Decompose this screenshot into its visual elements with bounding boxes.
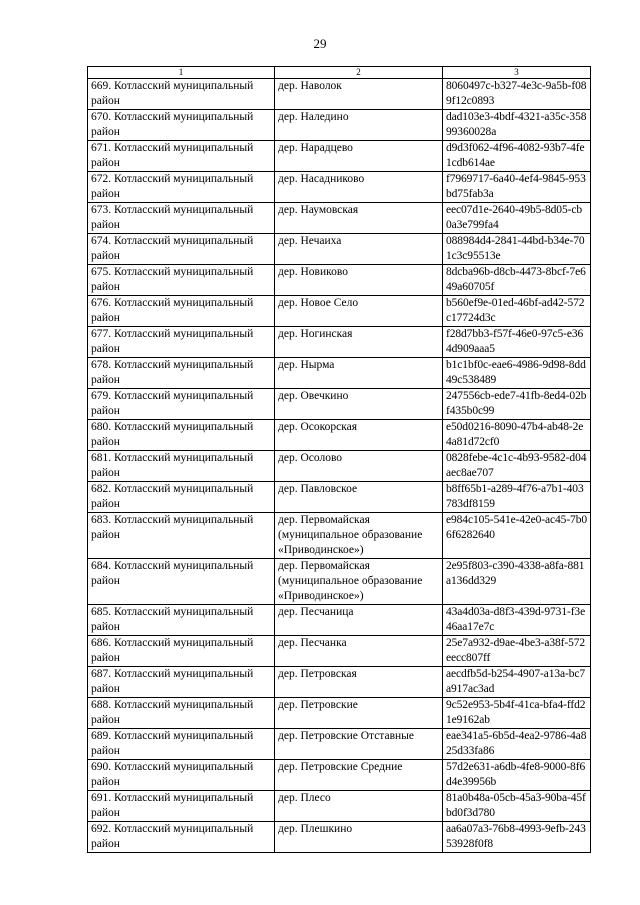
table-row — [88, 296, 591, 327]
table-row — [88, 760, 591, 791]
code-cell: d9d3f062-4f96-4082-93b7-4fe1cdb614ae — [443, 141, 591, 172]
code-cell: eec07d1e-2640-49b5-8d05-cb0a3e799fa4 — [443, 203, 591, 234]
settlement-cell: дер. Песчаница — [275, 605, 443, 636]
settlement-cell: дер. Нарадцево — [275, 141, 443, 172]
column-header-2: 2 — [275, 67, 443, 79]
settlement-cell: дер. Плесо — [275, 791, 443, 822]
settlement-cell: дер. Осолово — [275, 451, 443, 482]
settlement-cell: дер. Павловское — [275, 482, 443, 513]
code-cell: 81a0b48a-05cb-45a3-90ba-45fbd0f3d780 — [443, 791, 591, 822]
table-row — [88, 358, 591, 389]
code-cell: aecdfb5d-b254-4907-a13a-bc7a917ac3ad — [443, 667, 591, 698]
settlement-cell: дер. Новое Село — [275, 296, 443, 327]
district-cell: 684. Котласский муниципальный район — [88, 559, 275, 605]
table-row — [88, 141, 591, 172]
district-cell: 675. Котласский муниципальный район — [88, 265, 275, 296]
district-cell: 686. Котласский муниципальный район — [88, 636, 275, 667]
table-row — [88, 110, 591, 141]
table-row — [88, 79, 591, 110]
district-cell: 672. Котласский муниципальный район — [88, 172, 275, 203]
settlement-cell: дер. Овечкино — [275, 389, 443, 420]
table-row — [88, 729, 591, 760]
settlement-cell: дер. Петровская — [275, 667, 443, 698]
district-cell: 680. Котласский муниципальный район — [88, 420, 275, 451]
district-cell: 669. Котласский муниципальный район — [88, 79, 275, 110]
table-row — [88, 605, 591, 636]
table-row — [88, 791, 591, 822]
settlement-cell: дер. Первомайская (муниципальное образование «Приводинское») — [275, 559, 443, 605]
district-cell: 688. Котласский муниципальный район — [88, 698, 275, 729]
table-row — [88, 636, 591, 667]
district-cell: 689. Котласский муниципальный район — [88, 729, 275, 760]
district-cell: 692. Котласский муниципальный район — [88, 822, 275, 853]
code-cell: 0828febe-4c1c-4b93-9582-d04aec8ae707 — [443, 451, 591, 482]
column-header-1: 1 — [88, 67, 275, 79]
settlement-cell: дер. Петровские Средние — [275, 760, 443, 791]
code-cell: 8060497c-b327-4e3c-9a5b-f089f12c0893 — [443, 79, 591, 110]
district-cell: 678. Котласский муниципальный район — [88, 358, 275, 389]
district-cell: 676. Котласский муниципальный район — [88, 296, 275, 327]
settlement-cell: дер. Нечаиха — [275, 234, 443, 265]
code-cell: b8ff65b1-a289-4f76-a7b1-403783df8159 — [443, 482, 591, 513]
table-row — [88, 234, 591, 265]
district-cell: 682. Котласский муниципальный район — [88, 482, 275, 513]
table-header-row — [88, 67, 591, 79]
settlement-cell: дер. Плешкино — [275, 822, 443, 853]
code-cell: 8dcba96b-d8cb-4473-8bcf-7e649a60705f — [443, 265, 591, 296]
code-cell: 088984d4-2841-44bd-b34e-701c3c95513e — [443, 234, 591, 265]
table-row — [88, 203, 591, 234]
table-body — [88, 79, 591, 853]
code-cell: 247556cb-ede7-41fb-8ed4-02bf435b0c99 — [443, 389, 591, 420]
table-row — [88, 420, 591, 451]
table-row — [88, 451, 591, 482]
settlement-cell: дер. Осокорская — [275, 420, 443, 451]
settlement-cell: дер. Наволок — [275, 79, 443, 110]
district-cell: 685. Котласский муниципальный район — [88, 605, 275, 636]
code-cell: 9c52e953-5b4f-41ca-bfa4-ffd21e9162ab — [443, 698, 591, 729]
district-cell: 687. Котласский муниципальный район — [88, 667, 275, 698]
settlement-cell: дер. Новиково — [275, 265, 443, 296]
district-cell: 690. Котласский муниципальный район — [88, 760, 275, 791]
table-row — [88, 513, 591, 559]
settlement-cell: дер. Ногинская — [275, 327, 443, 358]
code-cell: e50d0216-8090-47b4-ab48-2e4a81d72cf0 — [443, 420, 591, 451]
table-row — [88, 265, 591, 296]
settlement-cell: дер. Песчанка — [275, 636, 443, 667]
code-cell: 2e95f803-c390-4338-a8fa-881a136dd329 — [443, 559, 591, 605]
district-cell: 681. Котласский муниципальный район — [88, 451, 275, 482]
code-cell: aa6a07a3-76b8-4993-9efb-24353928f0f8 — [443, 822, 591, 853]
settlement-cell: дер. Петровские — [275, 698, 443, 729]
settlement-cell: дер. Наумовская — [275, 203, 443, 234]
settlement-cell: дер. Петровские Отставные — [275, 729, 443, 760]
district-cell: 670. Котласский муниципальный район — [88, 110, 275, 141]
code-cell: f28d7bb3-f57f-46e0-97c5-e364d909aaa5 — [443, 327, 591, 358]
district-cell: 683. Котласский муниципальный район — [88, 513, 275, 559]
code-cell: 25e7a932-d9ae-4be3-a38f-572eecc807ff — [443, 636, 591, 667]
table-row — [88, 172, 591, 203]
page-number: 29 — [313, 36, 327, 51]
settlement-cell: дер. Первомайская (муниципальное образование «Приводинское») — [275, 513, 443, 559]
column-header-3: 3 — [443, 67, 591, 79]
district-cell: 673. Котласский муниципальный район — [88, 203, 275, 234]
table-row — [88, 327, 591, 358]
table-header — [88, 67, 591, 79]
table-row — [88, 482, 591, 513]
settlement-cell: дер. Наледино — [275, 110, 443, 141]
code-cell: e984c105-541e-42e0-ac45-7b06f6282640 — [443, 513, 591, 559]
code-cell: eae341a5-6b5d-4ea2-9786-4a825d33fa86 — [443, 729, 591, 760]
settlement-cell: дер. Нырма — [275, 358, 443, 389]
code-cell: 43a4d03a-d8f3-439d-9731-f3e46aa17e7c — [443, 605, 591, 636]
district-cell: 677. Котласский муниципальный район — [88, 327, 275, 358]
code-cell: b560ef9e-01ed-46bf-ad42-572c17724d3c — [443, 296, 591, 327]
code-cell: 57d2e631-a6db-4fe8-9000-8f6d4e39956b — [443, 760, 591, 791]
table-row — [88, 822, 591, 853]
district-cell: 674. Котласский муниципальный район — [88, 234, 275, 265]
district-cell: 691. Котласский муниципальный район — [88, 791, 275, 822]
table-row — [88, 389, 591, 420]
code-cell: f7969717-6a40-4ef4-9845-953bd75fab3a — [443, 172, 591, 203]
table-row — [88, 698, 591, 729]
settlements-table — [87, 66, 591, 853]
settlement-cell: дер. Насадниково — [275, 172, 443, 203]
code-cell: dad103e3-4bdf-4321-a35c-35899360028a — [443, 110, 591, 141]
district-cell: 671. Котласский муниципальный район — [88, 141, 275, 172]
table-row — [88, 559, 591, 605]
code-cell: b1c1bf0c-eae6-4986-9d98-8dd49c538489 — [443, 358, 591, 389]
table-row — [88, 667, 591, 698]
district-cell: 679. Котласский муниципальный район — [88, 389, 275, 420]
